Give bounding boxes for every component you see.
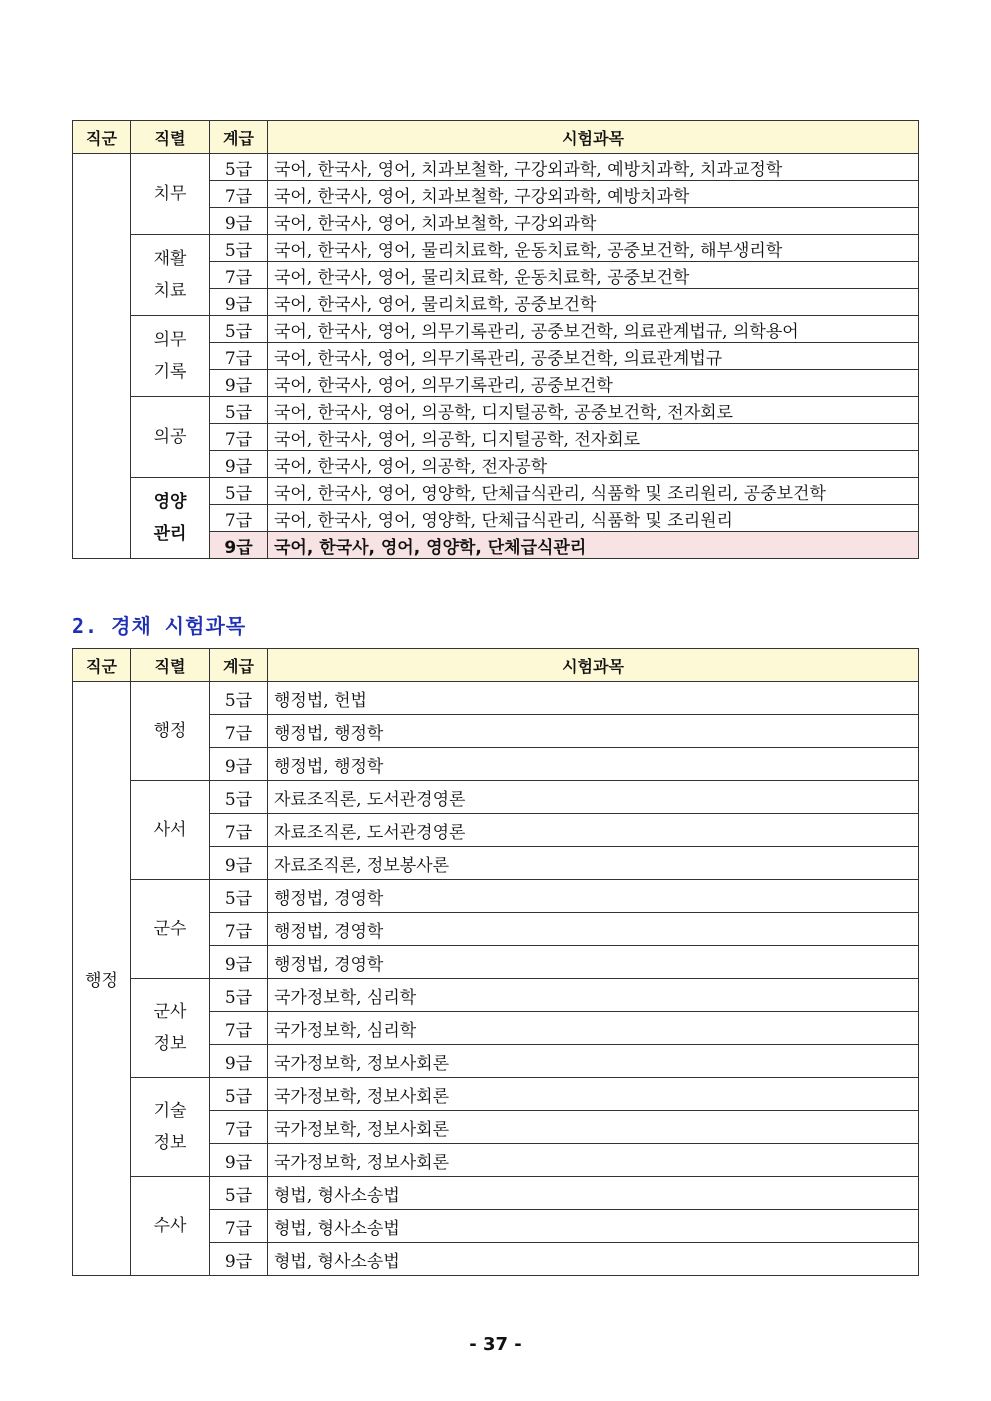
subjects-cell: 형법, 형사소송법 bbox=[268, 1243, 919, 1276]
subjects-cell: 국가정보학, 정보사회론 bbox=[268, 1045, 919, 1078]
position-cell bbox=[131, 682, 210, 781]
subjects-cell: 국어, 한국사, 영어, 영양학, 단체급식관리, 식품학 및 조리원리, 공중보건학 bbox=[268, 478, 919, 505]
subjects-cell: 국가정보학, 정보사회론 bbox=[268, 1144, 919, 1177]
table-row bbox=[73, 1078, 919, 1111]
position-cell bbox=[131, 880, 210, 979]
subjects-cell: 자료조직론, 도서관경영론 bbox=[268, 814, 919, 847]
grade-cell: 7급 bbox=[210, 181, 268, 208]
position-cell bbox=[131, 154, 210, 235]
group-cell bbox=[73, 154, 131, 559]
position-cell bbox=[131, 478, 210, 559]
subjects-cell: 행정법, 경영학 bbox=[268, 946, 919, 979]
subjects-cell: 국어, 한국사, 영어, 의공학, 디지털공학, 공중보건학, 전자회로 bbox=[268, 397, 919, 424]
subjects-cell: 국어, 한국사, 영어, 의무기록관리, 공중보건학, 의료관계법규, 의학용어 bbox=[268, 316, 919, 343]
position-label: 치무 bbox=[153, 184, 187, 204]
grade-cell: 7급 bbox=[210, 715, 268, 748]
header-position: 직렬 bbox=[131, 121, 210, 154]
subjects-cell: 국어, 한국사, 영어, 의공학, 전자공학 bbox=[268, 451, 919, 478]
grade-cell: 5급 bbox=[210, 154, 268, 181]
header-position: 직렬 bbox=[131, 649, 210, 682]
grade-cell: 7급 bbox=[210, 262, 268, 289]
header-subjects: 시험과목 bbox=[268, 121, 919, 154]
header-grade: 계급 bbox=[210, 121, 268, 154]
position-cell bbox=[131, 781, 210, 880]
table-row bbox=[73, 682, 919, 715]
subjects-cell: 국어, 한국사, 영어, 물리치료학, 운동치료학, 공중보건학, 해부생리학 bbox=[268, 235, 919, 262]
grade-cell: 9급 bbox=[210, 532, 268, 559]
grade-cell: 9급 bbox=[210, 451, 268, 478]
subjects-cell: 국어, 한국사, 영어, 물리치료학, 공중보건학 bbox=[268, 289, 919, 316]
grade-cell: 5급 bbox=[210, 682, 268, 715]
subjects-cell: 국어, 한국사, 영어, 의무기록관리, 공중보건학 bbox=[268, 370, 919, 397]
position-cell bbox=[131, 979, 210, 1078]
grade-cell: 5급 bbox=[210, 235, 268, 262]
position-cell bbox=[131, 316, 210, 397]
table-row bbox=[73, 478, 919, 505]
grade-cell: 9급 bbox=[210, 1144, 268, 1177]
position-label-line1: 재활 bbox=[153, 249, 187, 269]
subjects-cell: 국어, 한국사, 영어, 영양학, 단체급식관리, 식품학 및 조리원리 bbox=[268, 505, 919, 532]
position-label-line1: 영양 bbox=[153, 492, 187, 512]
header-group: 직군 bbox=[73, 649, 131, 682]
subjects-cell: 자료조직론, 정보봉사론 bbox=[268, 847, 919, 880]
subjects-cell: 국가정보학, 심리학 bbox=[268, 979, 919, 1012]
grade-cell: 5급 bbox=[210, 1177, 268, 1210]
position-cell bbox=[131, 235, 210, 316]
subjects-cell: 국어, 한국사, 영어, 치과보철학, 구강외과학 bbox=[268, 208, 919, 235]
subjects-cell: 국가정보학, 정보사회론 bbox=[268, 1078, 919, 1111]
grade-cell: 5급 bbox=[210, 1078, 268, 1111]
grade-cell: 5급 bbox=[210, 880, 268, 913]
subjects-cell: 국어, 한국사, 영어, 영양학, 단체급식관리 bbox=[268, 532, 919, 559]
position-label-line2: 정보 bbox=[153, 1034, 187, 1054]
grade-cell: 9급 bbox=[210, 946, 268, 979]
position-label: 사서 bbox=[153, 820, 187, 840]
grade-cell: 7급 bbox=[210, 913, 268, 946]
position-label-line1: 기술 bbox=[153, 1101, 187, 1121]
table-row bbox=[73, 781, 919, 814]
exam-subjects-table-2 bbox=[72, 648, 919, 1276]
exam-subjects-table-1 bbox=[72, 120, 919, 559]
position-label-line2: 치료 bbox=[153, 281, 187, 301]
subjects-cell: 행정법, 헌법 bbox=[268, 682, 919, 715]
table-row bbox=[73, 235, 919, 262]
grade-cell: 9급 bbox=[210, 1045, 268, 1078]
table-row bbox=[73, 397, 919, 424]
group-cell: 행정 bbox=[73, 682, 131, 1276]
page-number: - 37 - bbox=[469, 1334, 522, 1355]
subjects-cell: 국어, 한국사, 영어, 의공학, 디지털공학, 전자회로 bbox=[268, 424, 919, 451]
position-label-line2: 기록 bbox=[153, 362, 187, 382]
subjects-cell: 자료조직론, 도서관경영론 bbox=[268, 781, 919, 814]
grade-cell: 9급 bbox=[210, 1243, 268, 1276]
position-cell bbox=[131, 1078, 210, 1177]
grade-cell: 9급 bbox=[210, 289, 268, 316]
header-grade: 계급 bbox=[210, 649, 268, 682]
subjects-cell: 국가정보학, 정보사회론 bbox=[268, 1111, 919, 1144]
header-group: 직군 bbox=[73, 121, 131, 154]
position-label-line1: 의무 bbox=[153, 330, 187, 350]
subjects-cell: 국어, 한국사, 영어, 치과보철학, 구강외과학, 예방치과학, 치과교정학 bbox=[268, 154, 919, 181]
table-header-row bbox=[73, 649, 919, 682]
grade-cell: 5급 bbox=[210, 316, 268, 343]
grade-cell: 7급 bbox=[210, 1012, 268, 1045]
grade-cell: 7급 bbox=[210, 1210, 268, 1243]
subjects-cell: 행정법, 행정학 bbox=[268, 748, 919, 781]
subjects-cell: 형법, 형사소송법 bbox=[268, 1177, 919, 1210]
subjects-cell: 국어, 한국사, 영어, 치과보철학, 구강외과학, 예방치과학 bbox=[268, 181, 919, 208]
subjects-cell: 행정법, 행정학 bbox=[268, 715, 919, 748]
grade-cell: 5급 bbox=[210, 478, 268, 505]
subjects-cell: 국어, 한국사, 영어, 물리치료학, 운동치료학, 공중보건학 bbox=[268, 262, 919, 289]
subjects-cell: 국가정보학, 심리학 bbox=[268, 1012, 919, 1045]
position-label-line2: 관리 bbox=[153, 524, 187, 544]
grade-cell: 7급 bbox=[210, 424, 268, 451]
position-label: 군수 bbox=[153, 919, 187, 939]
position-label: 의공 bbox=[153, 427, 187, 447]
position-label: 행정 bbox=[153, 721, 187, 741]
grade-cell: 7급 bbox=[210, 343, 268, 370]
position-label: 수사 bbox=[153, 1216, 187, 1236]
subjects-cell: 행정법, 경영학 bbox=[268, 913, 919, 946]
grade-cell: 5급 bbox=[210, 781, 268, 814]
table-row bbox=[73, 154, 919, 181]
grade-cell: 7급 bbox=[210, 814, 268, 847]
position-cell bbox=[131, 1177, 210, 1276]
table-row bbox=[73, 1177, 919, 1210]
grade-cell: 5급 bbox=[210, 979, 268, 1012]
section-title: 2. 경채 시험과목 bbox=[72, 614, 247, 638]
subjects-cell: 국어, 한국사, 영어, 의무기록관리, 공중보건학, 의료관계법규 bbox=[268, 343, 919, 370]
subjects-cell: 행정법, 경영학 bbox=[268, 880, 919, 913]
position-label-line1: 군사 bbox=[153, 1002, 187, 1022]
grade-cell: 7급 bbox=[210, 1111, 268, 1144]
grade-cell: 9급 bbox=[210, 370, 268, 397]
table-header-row bbox=[73, 121, 919, 154]
table-row bbox=[73, 880, 919, 913]
position-cell bbox=[131, 397, 210, 478]
grade-cell: 7급 bbox=[210, 505, 268, 532]
table-row bbox=[73, 979, 919, 1012]
grade-cell: 9급 bbox=[210, 847, 268, 880]
grade-cell: 5급 bbox=[210, 397, 268, 424]
header-subjects: 시험과목 bbox=[268, 649, 919, 682]
position-label-line2: 정보 bbox=[153, 1133, 187, 1153]
subjects-cell: 형법, 형사소송법 bbox=[268, 1210, 919, 1243]
grade-cell: 9급 bbox=[210, 748, 268, 781]
grade-cell: 9급 bbox=[210, 208, 268, 235]
table-row bbox=[73, 316, 919, 343]
